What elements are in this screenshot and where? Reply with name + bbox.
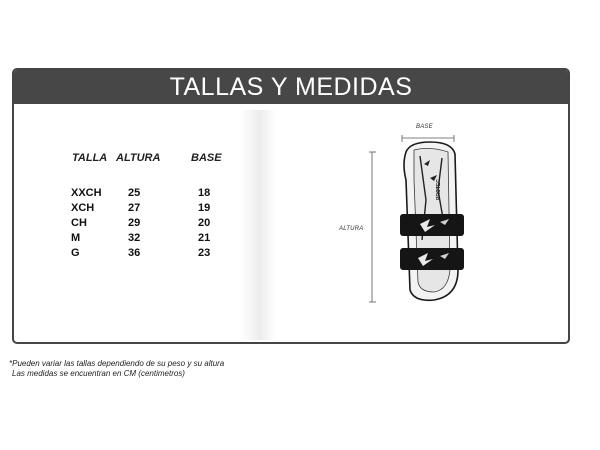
- size-cell: G: [71, 247, 80, 259]
- size-table: [14, 70, 244, 340]
- column-header-altura: ALTURA: [116, 152, 161, 164]
- note-units: Las medidas se encuentran en CM (centimetros): [12, 369, 185, 378]
- table-row: [14, 217, 244, 231]
- base-dimension-line: [402, 135, 454, 142]
- base-cell: 21: [198, 232, 211, 244]
- size-cell: XCH: [71, 202, 95, 214]
- table-row: [14, 202, 244, 216]
- height-cell: 27: [128, 202, 141, 214]
- column-header-talla: TALLA: [72, 152, 108, 164]
- upper-strap: [400, 214, 464, 236]
- shin-guard-illustration: [334, 120, 474, 310]
- size-chart-card: [12, 68, 570, 344]
- base-cell: 23: [198, 247, 211, 259]
- height-cell: 25: [128, 187, 141, 199]
- base-dimension-label: BASE: [416, 124, 433, 130]
- lower-strap: [400, 248, 464, 270]
- product-text: PROTEC: [436, 179, 442, 200]
- base-cell: 20: [198, 217, 211, 229]
- size-cell: CH: [71, 217, 87, 229]
- height-dimension-line: [369, 152, 376, 302]
- base-cell: 18: [198, 187, 211, 199]
- height-cell: 29: [128, 217, 141, 229]
- height-cell: 32: [128, 232, 141, 244]
- table-row: [14, 247, 244, 261]
- shin-guard-figure: [334, 120, 474, 310]
- height-dimension-label: ALTURA: [339, 226, 364, 232]
- size-cell: XXCH: [71, 187, 102, 199]
- size-cell: M: [71, 232, 81, 244]
- divider-shadow: [240, 110, 276, 340]
- column-header-base: BASE: [191, 152, 222, 164]
- table-row: [14, 232, 244, 246]
- height-cell: 36: [128, 247, 141, 259]
- table-row: [14, 187, 244, 201]
- note-size-variation: *Pueden variar las tallas dependiendo de su peso y su altura: [9, 359, 225, 368]
- base-cell: 19: [198, 202, 211, 214]
- page-title: TALLAS Y MEDIDAS: [169, 72, 413, 101]
